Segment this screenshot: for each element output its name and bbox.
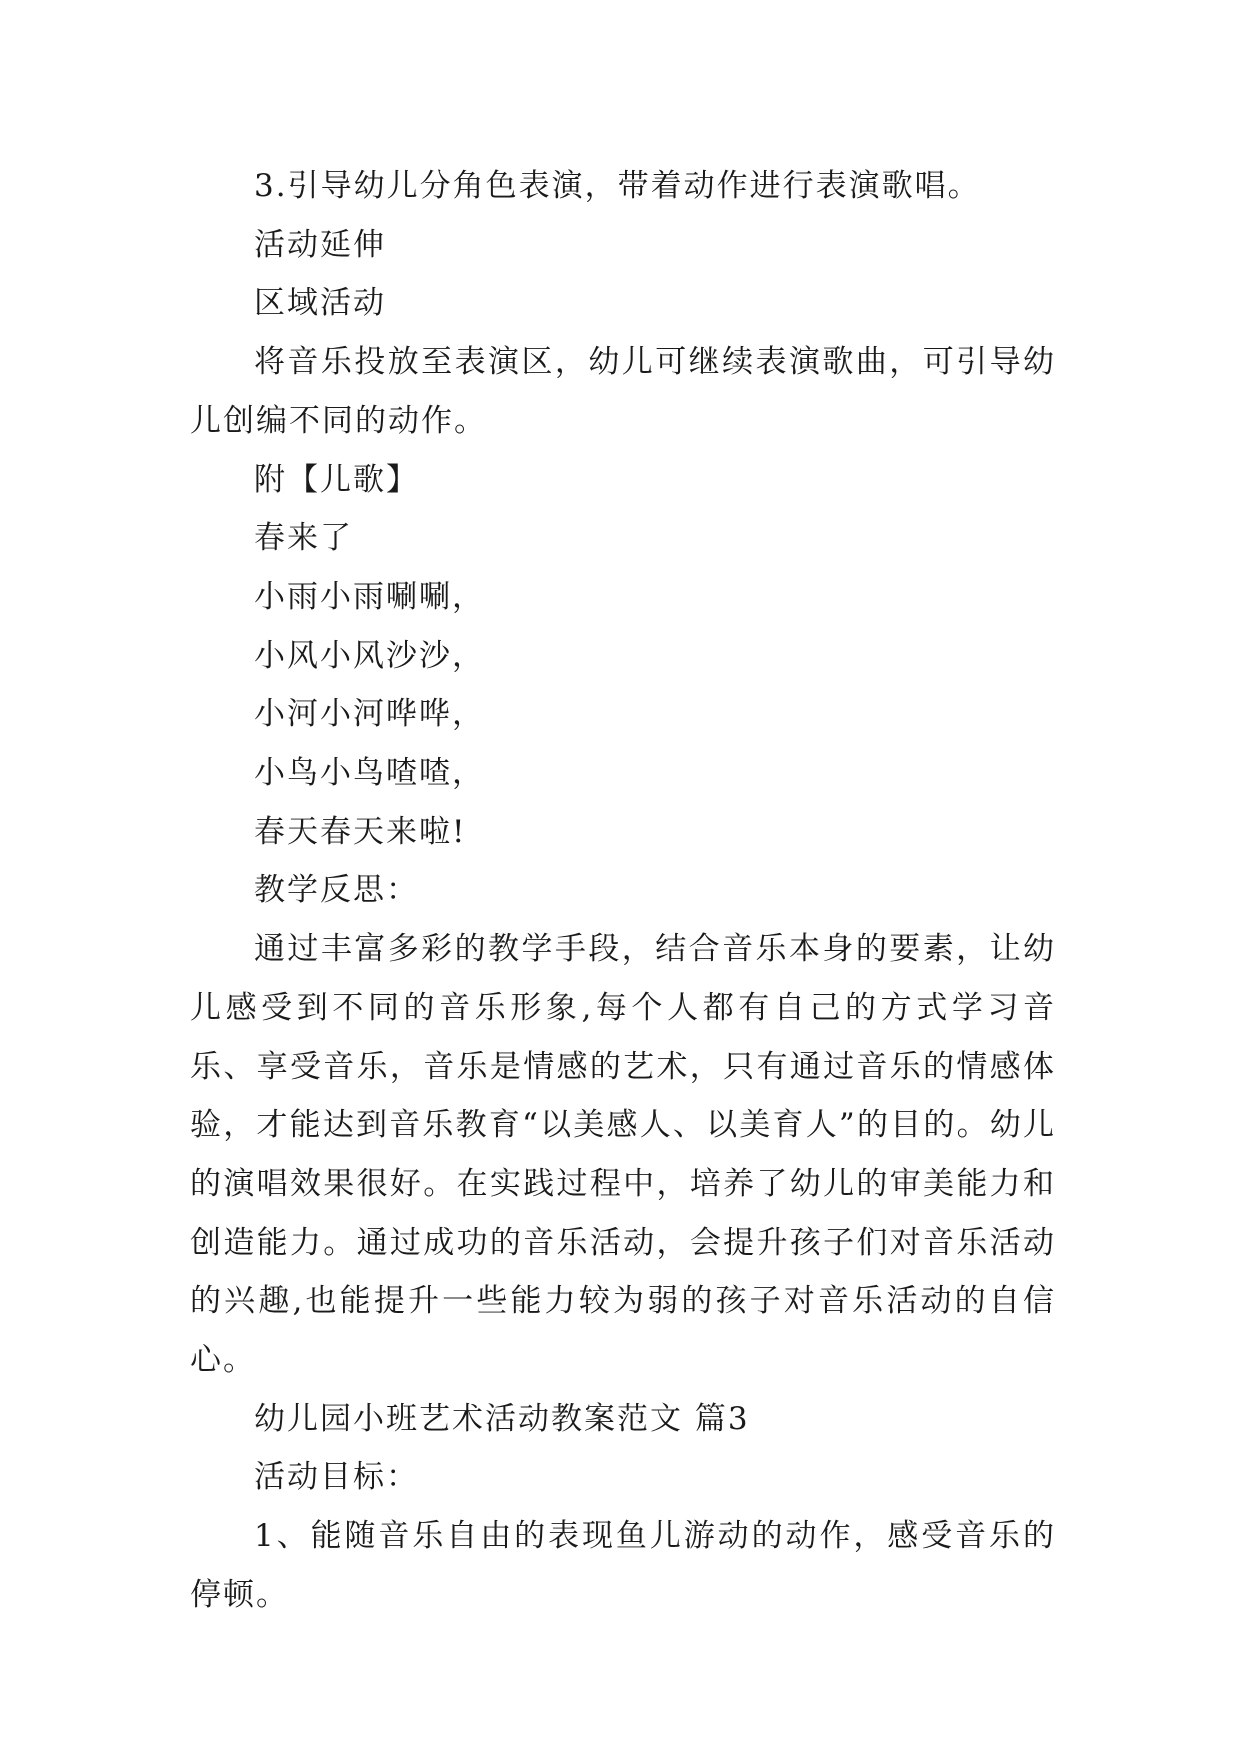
song-line-2: 小风小风沙沙， xyxy=(254,637,485,674)
paragraph-teaching-reflection: 通过丰富多彩的教学手段，结合音乐本身的要素，让幼儿感受到不同的音乐形象,每个人都有自己的方式学习音乐、享受音乐，音乐是情感的艺术，只有通过音乐的情感体验，才能达到音乐教育“以美感人、以美育人”的目的。幼儿的演唱效果很好。在实践过程中，培养了幼儿的审美能力和创造能力。通过成功的音乐活动，会提升孩子们对音乐活动的兴趣,也能提升一些能力较为弱的孩子对音乐活动的自信心。 xyxy=(190,931,1056,1379)
song-line-1: 小雨小雨唰唰， xyxy=(254,578,485,615)
song-line-4: 小鸟小鸟喳喳， xyxy=(254,755,485,792)
heading-teaching-reflection: 教学反思： xyxy=(254,872,419,909)
section-title-part-3: 幼儿园小班艺术活动教案范文 篇3 xyxy=(254,1400,750,1437)
paragraph-area-activity: 将音乐投放至表演区，幼儿可继续表演歌曲，可引导幼儿创编不同的动作。 xyxy=(190,344,1056,439)
heading-appendix-song: 附【儿歌】 xyxy=(254,461,419,498)
document-body xyxy=(190,157,1056,1625)
heading-activity-goals: 活动目标： xyxy=(254,1459,419,1496)
paragraph-goal-1: 1、能随音乐自由的表现鱼儿游动的动作，感受音乐的停顿。 xyxy=(190,1518,1056,1613)
paragraph-step-3: 3.引导幼儿分角色表演，带着动作进行表演歌唱。 xyxy=(254,168,981,204)
heading-area-activity: 区域活动 xyxy=(254,285,386,322)
song-title: 春来了 xyxy=(254,520,353,557)
song-line-3: 小河小河哗哗， xyxy=(254,696,485,733)
heading-activity-extension: 活动延伸 xyxy=(254,226,386,263)
song-line-5: 春天春天来啦! xyxy=(254,813,467,850)
